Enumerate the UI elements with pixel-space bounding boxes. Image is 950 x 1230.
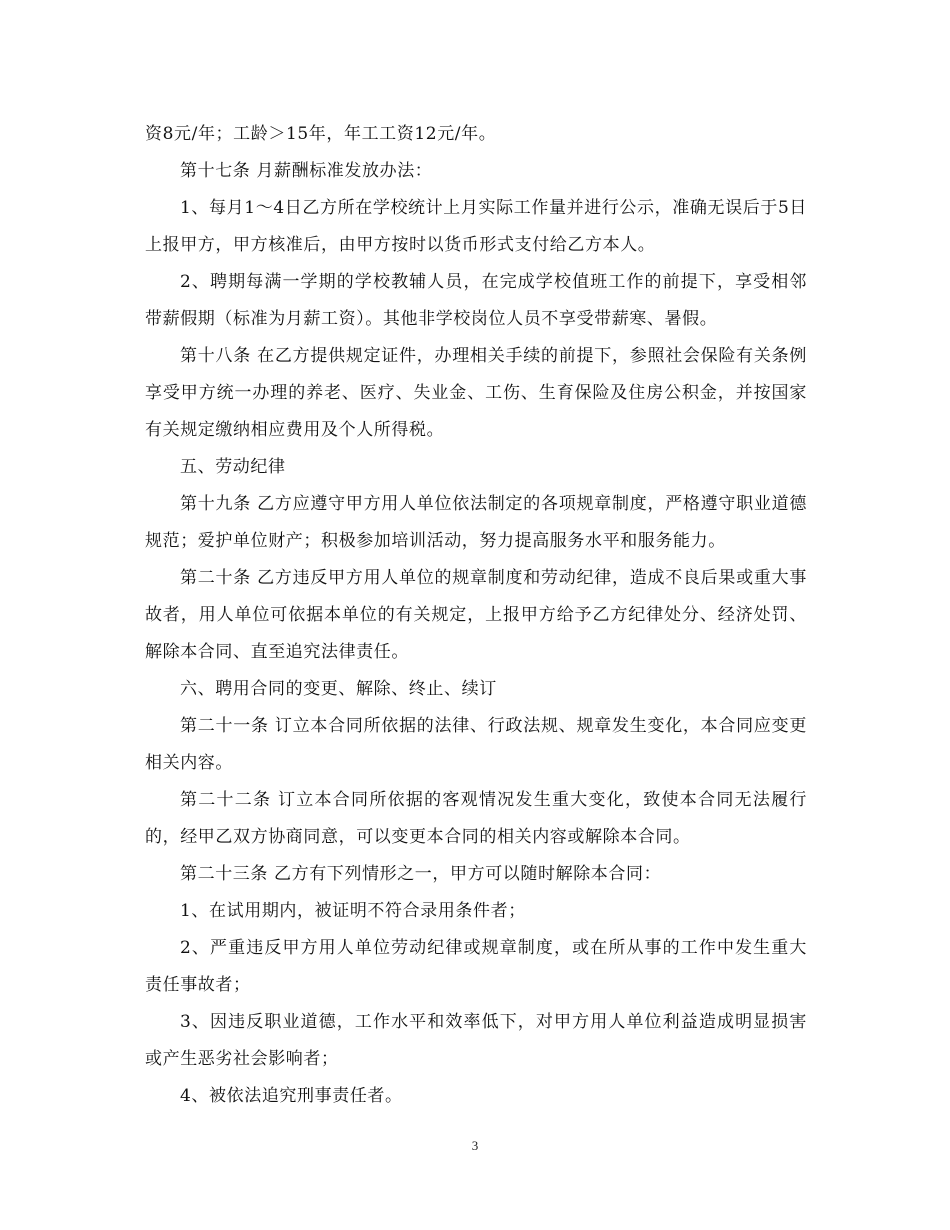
section-heading-contract-changes: 六、聘用合同的变更、解除、终止、续订 bbox=[180, 679, 497, 699]
paragraph-article-19: 第十九条 乙方应遵守甲方用人单位依法制定的各项规章制度，严格遵守职业道德规范；爱护单位财产；积极参加培训活动，努力提高服务水平和服务能力。 bbox=[145, 494, 807, 551]
paragraph-item-1-monthly-pay: 1、每月1～4日乙方所在学校统计上月实际工作量并进行公示，准确无误后于5日上报甲方，甲方核准后，由甲方按时以货币形式支付给乙方本人。 bbox=[145, 198, 807, 255]
paragraph-article-17: 第十七条 月薪酬标准发放办法： bbox=[180, 161, 433, 181]
list-item-3: 3、因违反职业道德，工作水平和效率低下，对甲方用人单位利益造成明显损害或产生恶劣社会影响者； bbox=[145, 1012, 807, 1069]
paragraph-article-23: 第二十三条 乙方有下列情形之一，甲方可以随时解除本合同： bbox=[180, 864, 662, 884]
paragraph-article-21: 第二十一条 订立本合同所依据的法律、行政法规、规章发生变化，本合同应变更相关内容。 bbox=[145, 716, 807, 773]
paragraph-article-18: 第十八条 在乙方提供规定证件，办理相关手续的前提下，参照社会保险有关条例享受甲方统一办理的养老、医疗、失业金、工伤、生育保险及住房公积金，并按国家有关规定缴纳相应费用及个人所得税。 bbox=[145, 346, 807, 440]
paragraph-article-20: 第二十条 乙方违反甲方用人单位的规章制度和劳动纪律，造成不良后果或重大事故者，用人单位可依据本单位的有关规定，上报甲方给予乙方纪律处分、经济处罚、解除本合同、直至追究法律责任。 bbox=[145, 568, 807, 662]
list-item-2: 2、严重违反甲方用人单位劳动纪律或规章制度，或在所从事的工作中发生重大责任事故者； bbox=[145, 938, 807, 995]
paragraph-item-2-paid-leave: 2、聘期每满一学期的学校教辅人员，在完成学校值班工作的前提下，享受相邻带薪假期（标准为月薪工资）。其他非学校岗位人员不享受带薪寒、暑假。 bbox=[145, 272, 807, 329]
document-body bbox=[145, 116, 807, 1115]
page-number: 3 bbox=[471, 1138, 479, 1153]
section-heading-labor-discipline: 五、劳动纪律 bbox=[180, 457, 286, 477]
paragraph-article-22: 第二十二条 订立本合同所依据的客观情况发生重大变化，致使本合同无法履行的，经甲乙双方协商同意，可以变更本合同的相关内容或解除本合同。 bbox=[145, 790, 807, 847]
list-item-1: 1、在试用期内，被证明不符合录用条件者； bbox=[180, 901, 526, 921]
list-item-4: 4、被依法追究刑事责任者。 bbox=[180, 1086, 403, 1106]
paragraph-continuation: 资8元/年；工龄＞15年，年工工资12元/年。 bbox=[145, 124, 497, 144]
